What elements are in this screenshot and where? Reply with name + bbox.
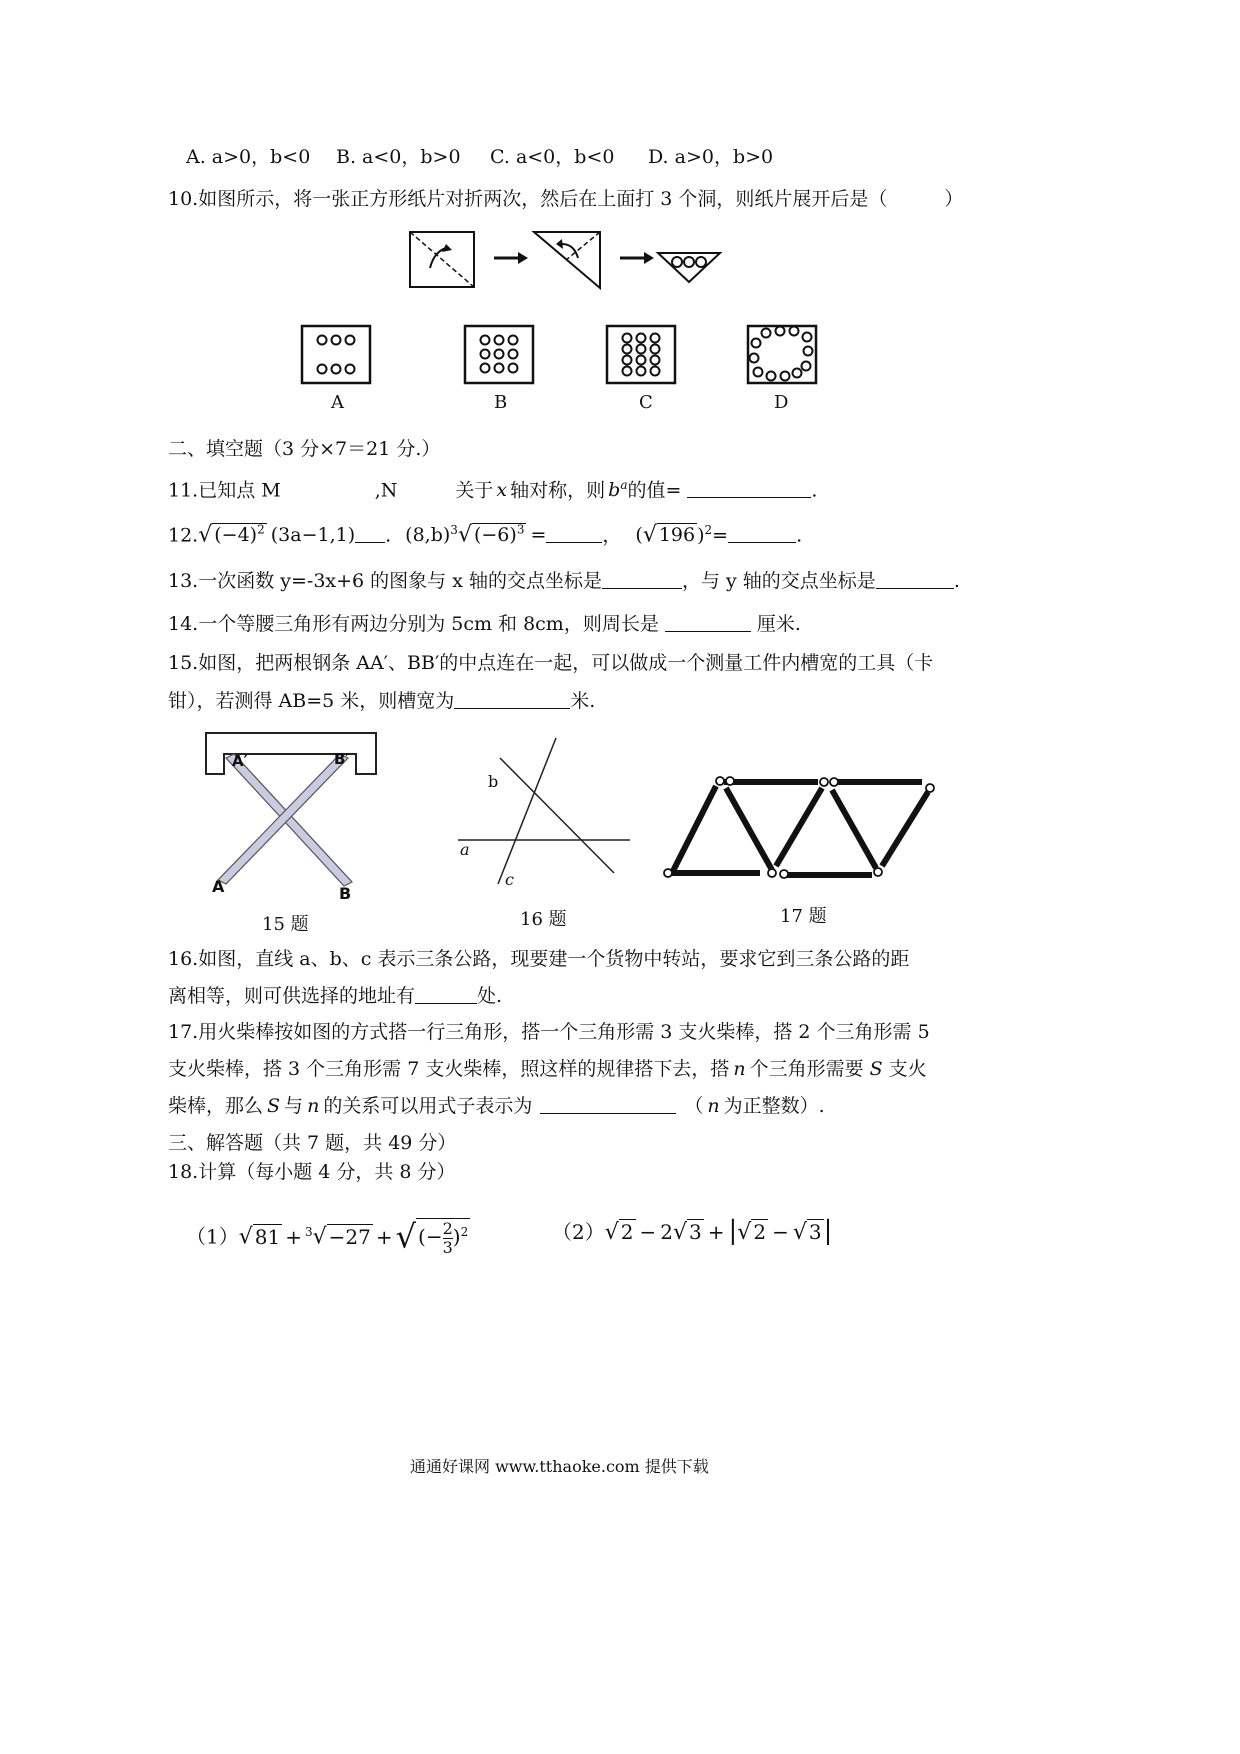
fig16-label-a: a (460, 840, 470, 859)
fig16-label-c: c (505, 870, 514, 889)
fig17-caption: 17 题 (780, 906, 827, 927)
q17-blank[interactable] (540, 1093, 676, 1114)
q12-end: . (796, 524, 803, 547)
q10-choice-a-label: A (331, 392, 344, 413)
q17-line3c: 的关系可以用式子表示为 (323, 1095, 533, 1117)
q17-line2c: 支火 (888, 1058, 927, 1080)
q17-line2a: 支火柴棒，搭 3 个三角形需 7 支火柴棒，照这样的规律搭下去，搭 (168, 1058, 730, 1080)
fig15-label-b: B (339, 884, 352, 903)
q18-part2-label: （2） (552, 1220, 605, 1244)
q17-line3a: 柴棒，那么 (168, 1095, 264, 1117)
q18-sqrt81: 81 (254, 1224, 281, 1249)
q18-p2-abs-sqrt3: 3 (808, 1220, 822, 1244)
q18-p2-sqrt2: 2 (620, 1220, 634, 1244)
q17-var-n-2: n (307, 1095, 320, 1117)
q18-plus-1: + (285, 1224, 302, 1249)
q18-p2-minus: − (639, 1220, 657, 1244)
q12-point-n: (8,b) (405, 524, 451, 547)
q14-end: 厘米. (756, 613, 801, 635)
fig15-label-b-prime: B′ (334, 750, 350, 768)
section3-title: 三、解答题（共 7 题，共 49 分） (168, 1132, 457, 1154)
q17-line2b: 个三角形需要 (749, 1058, 864, 1080)
q12-eq1: = (530, 524, 547, 547)
q10-choice-b-label: B (494, 392, 508, 413)
q15-end: 米. (570, 690, 596, 712)
q18-plus-2: + (375, 1224, 393, 1249)
q17-line3e: 为正整数）. (723, 1095, 825, 1117)
section2-title: 二、填空题（3 分×7＝21 分.） (168, 438, 441, 460)
q17-line3d: （ (684, 1095, 704, 1117)
q18-p2-sqrt3: 3 (689, 1220, 702, 1244)
q15-line2-text: 钳），若测得 AB=5 米，则槽宽为 (168, 690, 455, 712)
q12-line: 12.√ $(-4)^2$ (3a−1,1) . $(8,b)^3√$ $(-6)^3$ = ， (√ 196 )$^2$= . (168, 522, 803, 548)
q13-mid: ，与 y 轴的交点坐标是 (681, 570, 876, 592)
q12-prefix: 12. (168, 524, 199, 547)
q18-p2-plus: + (707, 1220, 725, 1244)
q17-line1: 17.用火柴棒按如图的方式搭一行三角形，搭一个三角形需 3 支火柴棒，搭 2 个三角形需 5 (168, 1021, 930, 1043)
q18-frac-sqrt: (− $\frac{2}{3}$ )$^2$ (418, 1218, 469, 1257)
q17-var-s-2: S (267, 1095, 281, 1117)
q15-line1: 15.如图，把两根钢条 AA′、BB′的中点连在一起，可以做成一个测量工件内槽宽的工具（卡 (168, 652, 934, 674)
q10-text: 10.如图所示，将一张正方形纸片对折两次，然后在上面打 3 个洞，则纸片展开后是（ ） (168, 188, 964, 210)
q12-cbrt-term: $(-6)^3$ (473, 523, 525, 547)
q18-cbrt: −27 (328, 1224, 371, 1249)
q12-point-m: (3a−1,1) (270, 524, 356, 547)
q11-end: . (811, 479, 818, 502)
q11-mid: ,N (374, 479, 398, 502)
q12-eq2: = (712, 524, 729, 547)
q18-part2: （2）√ 2 − 2√ 3 + |√ 2 − √ 3| (552, 1216, 833, 1246)
q17-line2 (168, 1056, 927, 1082)
q11-expr-base: b (608, 479, 621, 502)
q16-line1: 16.如图，直线 a、b、c 表示三条公路，现要建一个货物中转站，要求它到三条公路的距 (168, 948, 910, 970)
q11-text3: 轴对称，则 (510, 479, 606, 502)
fig16-caption: 16 题 (520, 909, 567, 930)
q16-end: 处. (477, 985, 503, 1007)
fig15-caption: 15 题 (262, 914, 309, 935)
q18-part1: （1）√ 81 + $^3$√ −27 +√ (− $\frac{2}{3}$ )$^2$ (186, 1217, 469, 1257)
q9-option-b: B. a<0，b>0 (336, 146, 461, 168)
q14-text: 14.一个等腰三角形有两边分别为 5cm 和 8cm，则周长是 (168, 613, 659, 635)
q11-prefix: 11.已知点 M (168, 479, 281, 502)
footer-text[interactable]: 通通好课网 www.tthaoke.com 提供下载 (410, 1457, 709, 1476)
q9-option-c: C. a<0，b<0 (490, 146, 615, 168)
q17-line3b: 与 (284, 1095, 304, 1117)
q18-text: 18.计算（每小题 4 分，共 8 分） (168, 1161, 456, 1183)
q18-p2-abs-minus: − (772, 1220, 789, 1244)
q16-blank[interactable] (415, 983, 477, 1004)
q12-sep1: . (385, 524, 392, 547)
q11-expr-exp: a (620, 478, 628, 492)
q17-var-s: S (869, 1058, 883, 1080)
fig15-label-a: A (212, 877, 225, 896)
q17-var-n-3: n (707, 1095, 720, 1117)
q10-choice-d-label: D (774, 392, 789, 413)
fig15-label-a-prime: A′ (232, 752, 248, 770)
q18-p2-abs-sqrt2: 2 (753, 1220, 767, 1244)
q11-text4: 的值= (627, 479, 682, 502)
q13-text: 13.一次函数 y=-3x+6 的图象与 x 轴的交点坐标是 (168, 570, 602, 592)
q11-var-x: x (496, 479, 508, 502)
q10-choice-c-label: C (639, 392, 653, 413)
q16-line2-text: 离相等，则可供选择的地址有 (168, 985, 416, 1007)
fig16-label-b: b (488, 772, 499, 791)
q18-part1-label: （1） (186, 1224, 239, 1249)
q9-option-d: D. a>0，b>0 (648, 146, 774, 168)
q17-var-n: n (733, 1058, 746, 1080)
q17-line3 (168, 1093, 825, 1119)
q13-end: . (953, 570, 960, 592)
q11-text2: 关于 (455, 479, 494, 502)
q16-line2 (168, 983, 502, 1009)
q12-sqrt196: 196 (658, 524, 696, 547)
q18-p2-coef: 2 (660, 1220, 673, 1244)
q9-option-a: A. a>0，b<0 (186, 146, 311, 168)
q12-sep2: ， (602, 524, 622, 547)
q12-sqrt-term: $(-4)^2$ (214, 523, 265, 547)
